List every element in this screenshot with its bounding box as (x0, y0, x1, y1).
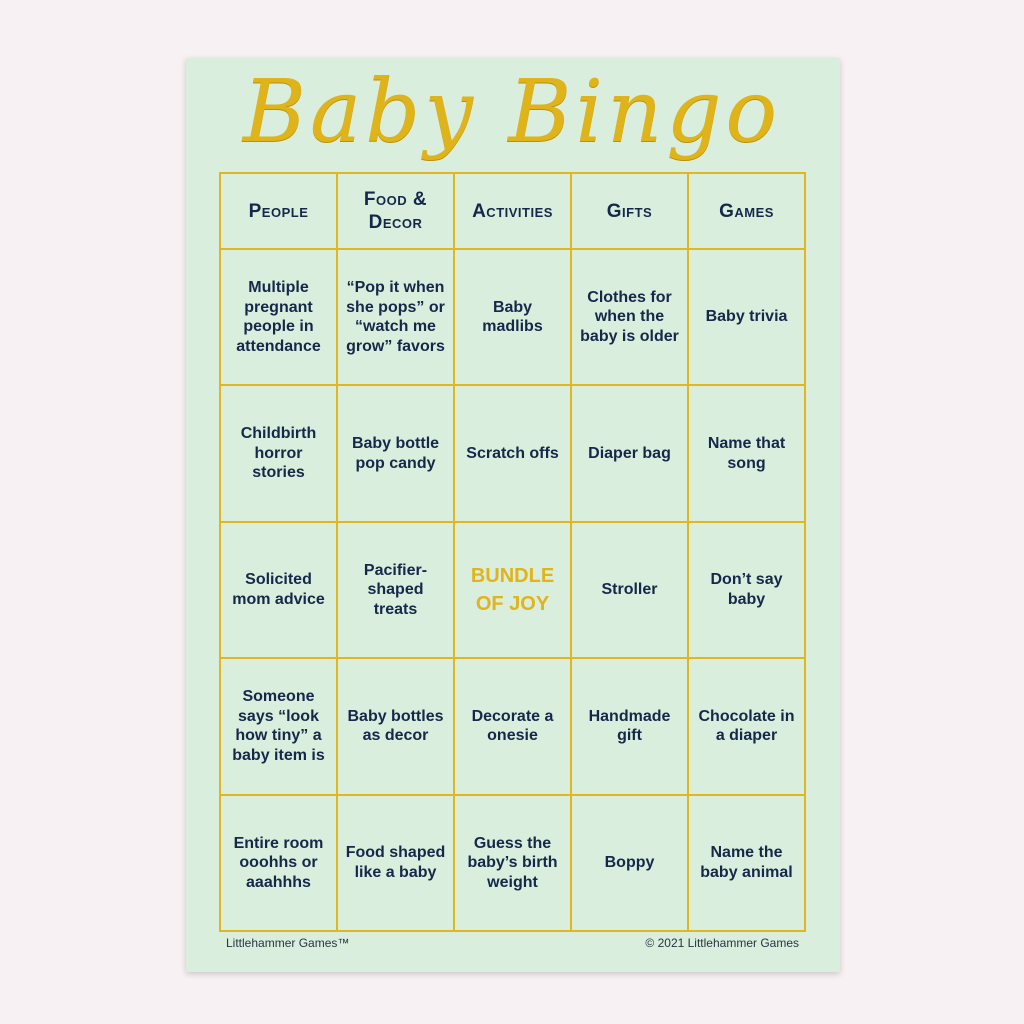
bingo-square[interactable]: “Pop it when she pops” or “watch me grow” favors (337, 249, 454, 385)
bingo-square[interactable]: Someone says “look how tiny” a baby item is (220, 658, 337, 794)
bingo-square[interactable]: Baby bottle pop candy (337, 385, 454, 521)
bingo-square[interactable]: Stroller (571, 522, 688, 658)
bingo-square[interactable]: Boppy (571, 795, 688, 931)
bingo-square[interactable]: Handmade gift (571, 658, 688, 794)
bingo-square[interactable]: Don’t say baby (688, 522, 805, 658)
column-header: Games (688, 173, 805, 249)
bingo-square[interactable]: Multiple pregnant people in attendance (220, 249, 337, 385)
bingo-square[interactable]: Baby bottles as decor (337, 658, 454, 794)
bingo-square[interactable]: Name that song (688, 385, 805, 521)
bingo-square[interactable]: Chocolate in a diaper (688, 658, 805, 794)
bingo-square[interactable]: Entire room ooohhs or aaahhhs (220, 795, 337, 931)
bingo-square[interactable]: Food shaped like a baby (337, 795, 454, 931)
free-space[interactable]: BUNDLE OF JOY (454, 522, 571, 658)
bingo-square[interactable]: Scratch offs (454, 385, 571, 521)
column-header: Food & Decor (337, 173, 454, 249)
bingo-square[interactable]: Baby madlibs (454, 249, 571, 385)
footer-copyright: © 2021 Littlehammer Games (645, 936, 799, 950)
column-header: People (220, 173, 337, 249)
column-header: Gifts (571, 173, 688, 249)
column-header: Activities (454, 173, 571, 249)
footer-brand: Littlehammer Games™ (226, 936, 350, 950)
page-title: Baby Bingo (242, 62, 782, 162)
bingo-square[interactable]: Name the baby animal (688, 795, 805, 931)
bingo-square[interactable]: Clothes for when the baby is older (571, 249, 688, 385)
bingo-square[interactable]: Childbirth horror stories (220, 385, 337, 521)
bingo-square[interactable]: Guess the baby’s birth weight (454, 795, 571, 931)
bingo-square[interactable]: Diaper bag (571, 385, 688, 521)
bingo-square[interactable]: Baby trivia (688, 249, 805, 385)
bingo-square[interactable]: Pacifier-shaped treats (337, 522, 454, 658)
bingo-square[interactable]: Decorate a onesie (454, 658, 571, 794)
bingo-grid (219, 172, 806, 932)
bingo-square[interactable]: Solicited mom advice (220, 522, 337, 658)
